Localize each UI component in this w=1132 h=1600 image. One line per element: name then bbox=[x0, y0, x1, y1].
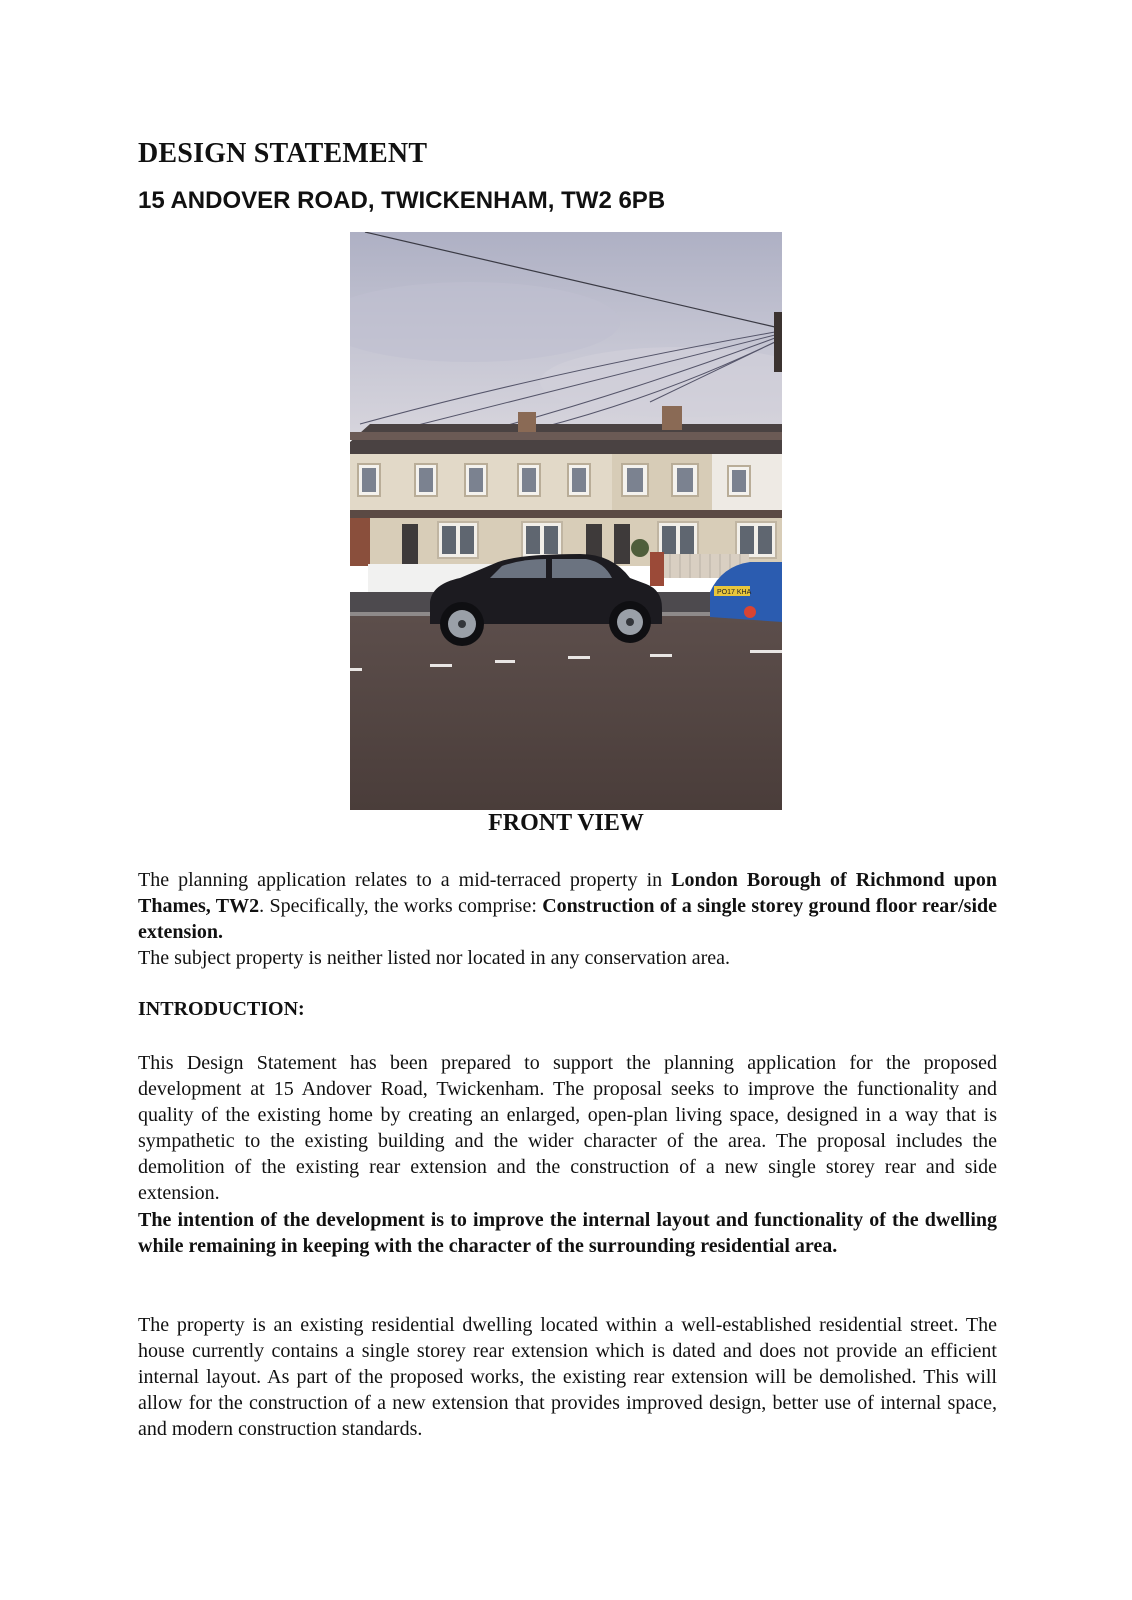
intro-works: Construction of a single storey ground floor rear/side extension. bbox=[138, 895, 998, 943]
front-view-photo bbox=[350, 232, 782, 810]
intro-note: The subject property is neither listed nor located in any conservation area. bbox=[138, 947, 731, 969]
introduction-heading: INTRODUCTION: bbox=[138, 998, 305, 1020]
document-subtitle: 15 ANDOVER ROAD, TWICKENHAM, TW2 6PB bbox=[138, 187, 666, 214]
development-intention-paragraph: The intention of the development is to improve the internal layout and functionality of the dwelling while remaining in keeping with the character of the surrounding residential area. bbox=[138, 1209, 997, 1257]
number-plate: PO17 KHA bbox=[717, 589, 752, 596]
intro-text-1: The planning application relates to a mid-terraced property in bbox=[138, 869, 672, 891]
design-statement-paragraph: This Design Statement has been prepared to support the planning application for the proposed development at 15 Andover Road, Twickenham. The proposal seeks to improve the functionality and quality of the existing home by creating an enlarged, open-plan living space, designed in a way that is sympathetic to the existing building and the wider character of the area. The proposal includes the demolition of the existing rear extension and the construction of a new single storey rear and side extension. bbox=[138, 1052, 997, 1204]
intro-text-2: . Specifically, the works comprise: bbox=[259, 895, 543, 917]
photo-caption: FRONT VIEW bbox=[488, 810, 644, 836]
intro-location: London Borough of Richmond upon Thames, TW2 bbox=[138, 869, 998, 917]
document-title: DESIGN STATEMENT bbox=[138, 138, 428, 169]
intro-paragraph bbox=[138, 867, 997, 945]
property-description-paragraph: The property is an existing residential dwelling located within a well-established residential street. The house currently contains a single storey rear extension which is dated and does not provide an efficient internal layout. As part of the proposed works, the existing rear extension will be demolished. This will allow for the construction of a new extension that provides improved design, better use of internal space, and modern construction standards. bbox=[138, 1314, 997, 1440]
